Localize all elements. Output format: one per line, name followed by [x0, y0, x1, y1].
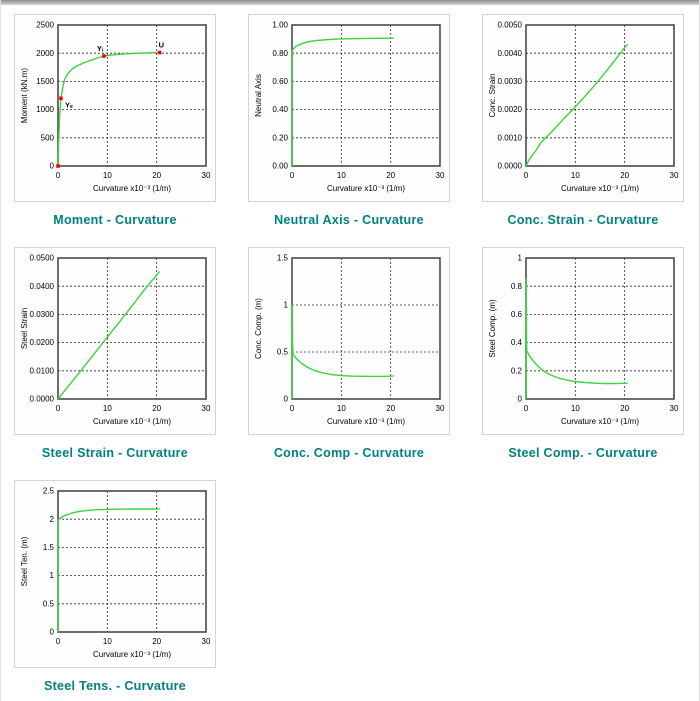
x-tick-label: 20: [152, 404, 162, 413]
chart-caption-steel-strain-curvature: Steel Strain - Curvature: [41, 446, 189, 460]
chart-caption-conc-comp-curvature: Conc. Comp - Curvature: [273, 446, 425, 460]
x-axis-label: Curvature x10⁻³ (1/m): [92, 650, 172, 659]
x-tick-label: 10: [336, 171, 346, 180]
y-tick-label: 0.0200: [29, 338, 54, 348]
chart-caption-conc-strain-curvature: Conc. Strain - Curvature: [507, 213, 659, 227]
series-steel-comp: [526, 279, 628, 399]
series-neutral-axis: [292, 38, 394, 166]
y-axis-label: Steel Ten. (m): [20, 536, 29, 587]
x-tick-label: 30: [669, 171, 679, 180]
x-tick-label: 20: [620, 404, 630, 413]
y-tick-label: 1000: [36, 105, 54, 115]
y-tick-label: 500: [40, 133, 54, 143]
marker-point: [158, 51, 162, 55]
y-axis-label: Steel Comp. (m): [488, 299, 497, 358]
y-axis-label: Conc. Comp. (m): [254, 298, 263, 359]
x-tick-label: 0: [289, 171, 295, 180]
chart-plot-conc-comp-curvature: [249, 248, 449, 434]
marker-point: [56, 164, 60, 168]
y-tick-label: 1.00: [272, 20, 288, 30]
x-tick-label: 20: [386, 404, 396, 413]
chart-caption-steel-tens-curvature: Steel Tens. - Curvature: [43, 679, 187, 693]
chart-cell-neutral-axis-curvature: [248, 14, 450, 227]
x-tick-label: 0: [55, 637, 61, 646]
y-tick-label: 0.8: [510, 281, 522, 291]
y-tick-label: 0.0000: [497, 161, 522, 171]
y-tick-label: 1.5: [276, 253, 288, 263]
chart-cell-moment-curvature: [14, 14, 216, 227]
plot-frame: [526, 25, 674, 166]
window-top-edge: [1, 0, 699, 5]
chart-plot-steel-strain-curvature: [15, 248, 215, 434]
chart-plot-steel-tens-curvature: [15, 481, 215, 667]
x-tick-label: 20: [386, 171, 396, 180]
y-tick-label: 0.0500: [29, 253, 54, 263]
y-tick-label: 1: [283, 300, 288, 310]
x-tick-label: 20: [152, 637, 162, 646]
y-axis-label: Conc. Strain: [488, 73, 497, 118]
x-tick-label: 0: [55, 404, 61, 413]
y-tick-label: 0.60: [272, 77, 288, 86]
y-tick-label: 2.5: [42, 486, 54, 496]
x-tick-label: 10: [570, 171, 580, 180]
x-tick-label: 20: [620, 171, 630, 180]
series-conc-comp: [292, 305, 394, 399]
x-tick-label: 30: [669, 404, 679, 413]
y-tick-label: 0.4: [510, 338, 522, 348]
x-tick-label: 0: [289, 404, 295, 413]
charts-grid: [14, 14, 699, 693]
chart-panel-steel-strain-curvature: [14, 247, 216, 435]
plot-frame: [526, 258, 674, 399]
plot-frame: [58, 491, 206, 632]
x-tick-label: 30: [201, 637, 211, 646]
y-tick-label: 1500: [36, 77, 54, 86]
y-tick-label: 0: [49, 161, 54, 171]
y-tick-label: 0.0100: [29, 366, 54, 376]
y-tick-label: 0.0000: [29, 394, 54, 404]
y-tick-label: 0.40: [272, 105, 288, 115]
x-tick-label: 0: [55, 171, 61, 180]
y-tick-label: 1: [49, 571, 54, 581]
x-tick-label: 10: [336, 404, 346, 413]
y-tick-label: 0.0010: [497, 133, 522, 143]
x-tick-label: 30: [201, 404, 211, 413]
marker-label: Yᵢ: [96, 44, 103, 54]
x-axis-label: Curvature x10⁻³ (1/m): [92, 184, 172, 193]
x-tick-label: 10: [102, 171, 112, 180]
plot-frame: [292, 258, 440, 399]
y-axis-label: Steel Strain: [20, 307, 29, 350]
marker-label: Yₑ: [64, 100, 73, 110]
x-tick-label: 10: [102, 404, 112, 413]
x-tick-label: 0: [523, 404, 529, 413]
chart-panel-conc-comp-curvature: [248, 247, 450, 435]
chart-cell-conc-strain-curvature: [482, 14, 684, 227]
x-tick-label: 10: [570, 404, 580, 413]
chart-cell-steel-tens-curvature: [14, 480, 216, 693]
series-steel-strain: [58, 272, 160, 400]
marker-point: [59, 97, 63, 101]
chart-plot-steel-comp-curvature: [483, 248, 683, 434]
chart-panel-steel-comp-curvature: [482, 247, 684, 435]
y-tick-label: 0: [517, 394, 522, 404]
chart-cell-steel-strain-curvature: [14, 247, 216, 460]
y-tick-label: 0.20: [272, 133, 288, 143]
chart-caption-moment-curvature: Moment - Curvature: [53, 213, 177, 227]
chart-cell-conc-comp-curvature: [248, 247, 450, 460]
chart-cell-steel-comp-curvature: [482, 247, 684, 460]
chart-caption-steel-comp-curvature: Steel Comp. - Curvature: [508, 446, 658, 460]
x-axis-label: Curvature x10⁻³ (1/m): [326, 417, 406, 426]
y-tick-label: 2: [49, 514, 54, 524]
y-tick-label: 0.0020: [497, 105, 522, 115]
chart-caption-neutral-axis-curvature: Neutral Axis - Curvature: [274, 213, 424, 227]
y-tick-label: 0: [49, 627, 54, 637]
chart-panel-moment-curvature: [14, 14, 216, 202]
x-axis-label: Curvature x10⁻³ (1/m): [326, 184, 406, 193]
y-axis-label: Neutral Axis: [254, 74, 263, 117]
marker-point: [102, 54, 106, 58]
x-tick-label: 0: [523, 171, 529, 180]
x-tick-label: 30: [435, 404, 445, 413]
y-tick-label: 0.0040: [497, 48, 522, 58]
chart-panel-conc-strain-curvature: [482, 14, 684, 202]
x-tick-label: 10: [102, 637, 112, 646]
y-tick-label: 0.0300: [29, 310, 54, 319]
y-tick-label: 0.6: [510, 310, 522, 319]
series-conc-strain: [526, 44, 628, 166]
chart-plot-neutral-axis-curvature: [249, 15, 449, 201]
y-axis-label: Moment (kN.m): [20, 67, 29, 124]
series-steel-tens: [58, 509, 160, 632]
chart-panel-neutral-axis-curvature: [248, 14, 450, 202]
y-tick-label: 0.2: [510, 366, 522, 376]
y-tick-label: 0.00: [272, 161, 288, 171]
x-axis-label: Curvature x10⁻³ (1/m): [92, 417, 172, 426]
marker-label: U: [158, 40, 165, 50]
series-moment: [58, 53, 160, 167]
y-tick-label: 0.80: [272, 48, 288, 58]
chart-plot-moment-curvature: [15, 15, 215, 201]
plot-frame: [58, 25, 206, 166]
x-axis-label: Curvature x10⁻³ (1/m): [560, 417, 640, 426]
y-tick-label: 1.5: [42, 543, 54, 552]
y-tick-label: 1: [517, 253, 522, 263]
x-tick-label: 20: [152, 171, 162, 180]
y-tick-label: 0.5: [276, 347, 288, 357]
x-axis-label: Curvature x10⁻³ (1/m): [560, 184, 640, 193]
y-tick-label: 0: [283, 394, 288, 404]
y-tick-label: 0.0050: [497, 20, 522, 30]
y-tick-label: 2500: [36, 20, 54, 30]
y-tick-label: 0.5: [42, 599, 54, 609]
plot-frame: [292, 25, 440, 166]
x-tick-label: 30: [435, 171, 445, 180]
plot-frame: [58, 258, 206, 399]
y-tick-label: 2000: [36, 48, 54, 58]
chart-plot-conc-strain-curvature: [483, 15, 683, 201]
x-tick-label: 30: [201, 171, 211, 180]
y-tick-label: 0.0400: [29, 281, 54, 291]
chart-panel-steel-tens-curvature: [14, 480, 216, 668]
y-tick-label: 0.0030: [497, 77, 522, 86]
